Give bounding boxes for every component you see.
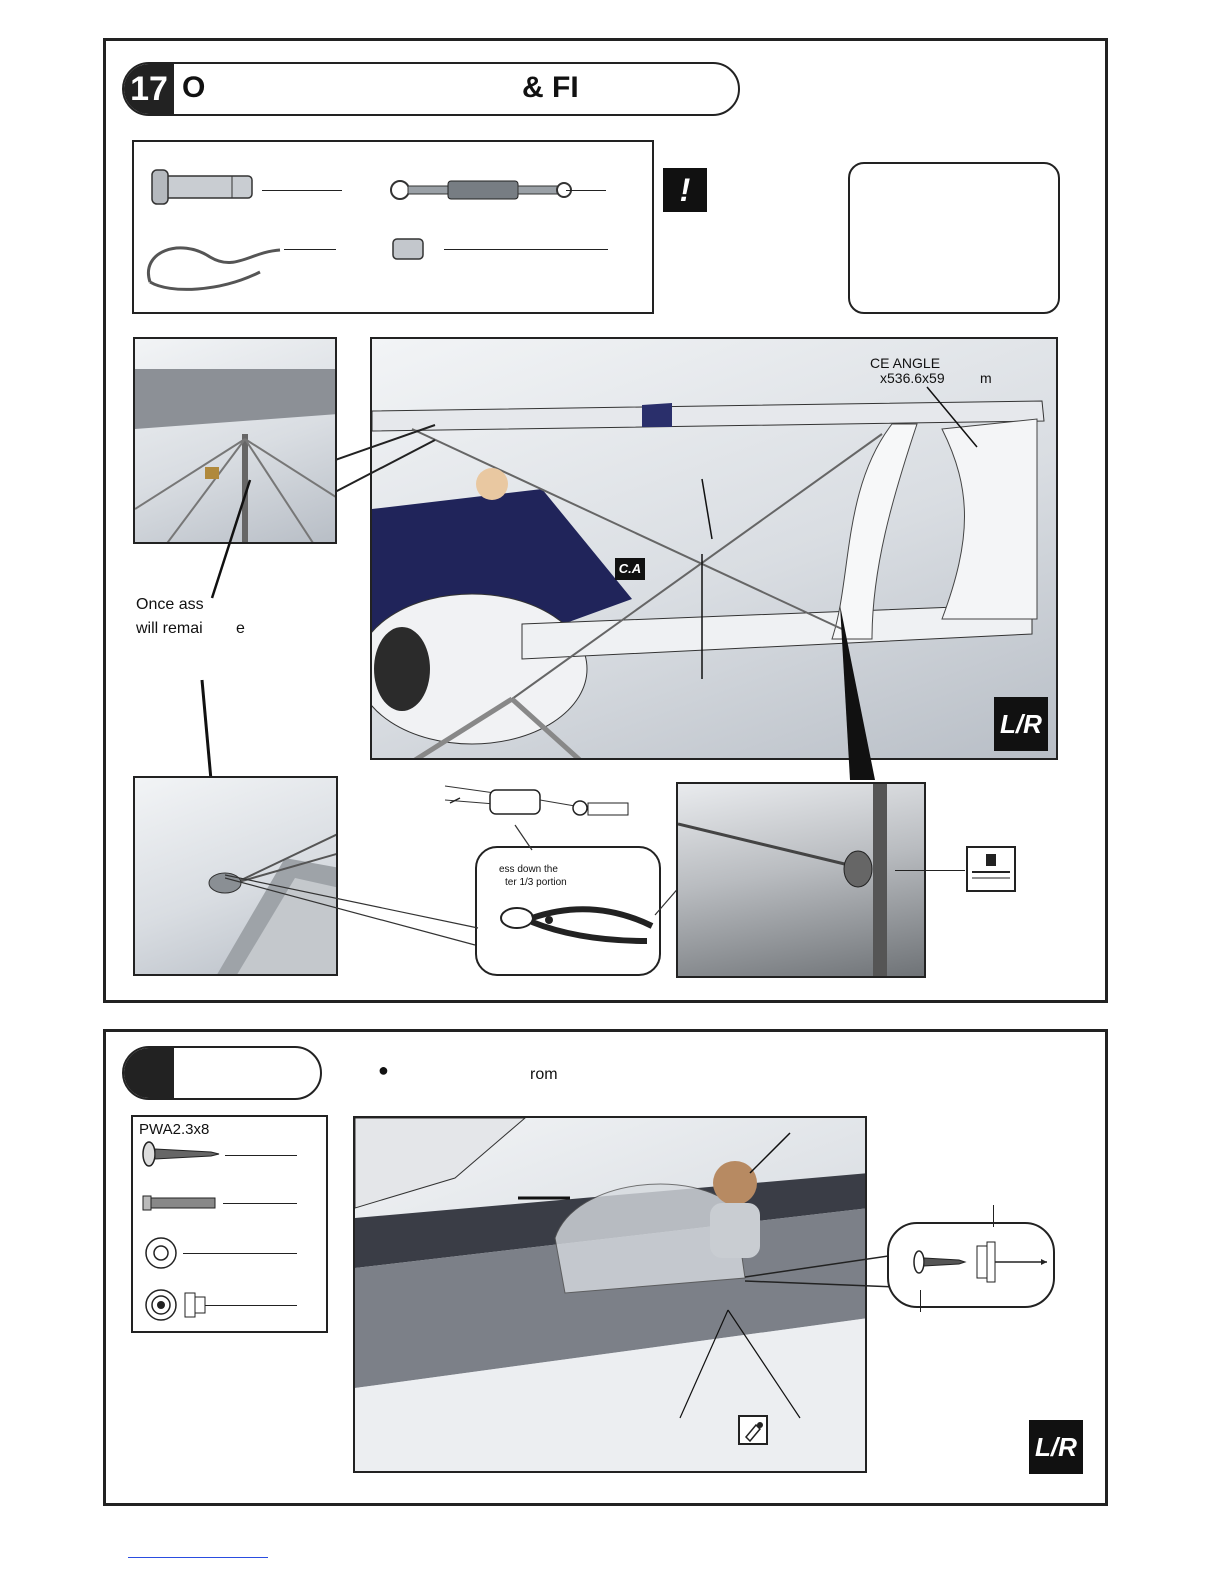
leader-line xyxy=(205,1305,297,1306)
step-18-bullet: ● xyxy=(378,1060,389,1080)
glue-bottle-icon xyxy=(738,1415,768,1445)
lr-badge: L/R xyxy=(994,697,1048,751)
crimp-tube-icon xyxy=(389,234,429,264)
note-text-line1: Once ass xyxy=(136,596,204,613)
bolt-icon xyxy=(141,1193,221,1213)
callout-pointer-line xyxy=(920,1290,921,1312)
wing-bracket-photo xyxy=(676,782,926,978)
pliers-text-line2: ter 1/3 portion xyxy=(505,877,567,888)
turnbuckle-icon xyxy=(386,175,576,205)
callout-unit-label: m xyxy=(980,370,992,386)
bracket-leaders xyxy=(820,600,1020,800)
leader-line xyxy=(284,249,336,250)
screw-callout-bubble xyxy=(887,1222,1055,1308)
leader-line xyxy=(444,249,608,250)
note-text-line2-end: e xyxy=(236,620,245,637)
leader-line xyxy=(895,870,965,871)
step-17-title-left: O xyxy=(182,71,206,104)
leader-line xyxy=(225,1155,297,1156)
callout-pointer-line xyxy=(993,1205,994,1227)
step-17-header xyxy=(122,62,740,116)
step-18-headline: rom xyxy=(530,1066,558,1083)
screw-callout-leader xyxy=(745,1235,905,1295)
step-18-header xyxy=(122,1046,322,1100)
leader-line xyxy=(183,1253,297,1254)
leader-line xyxy=(223,1203,297,1204)
warning-icon: ! xyxy=(663,168,707,212)
detail-connector xyxy=(335,420,445,500)
note-box xyxy=(848,162,1060,314)
step-17-number: 17 xyxy=(124,64,174,114)
callout-part-label: CE ANGLE xyxy=(870,355,941,371)
crimp-callout-leaders xyxy=(225,820,745,950)
footer-link-underline[interactable] xyxy=(128,1557,268,1558)
pliers-text-line1: ess down the xyxy=(499,864,558,875)
screw-spec-label: PWA2.3x8 xyxy=(139,1121,210,1138)
ca-glue-badge: C.A xyxy=(615,558,645,580)
lr-badge-step-18: L/R xyxy=(1029,1420,1083,1474)
note-text-line2: will remai xyxy=(136,620,203,637)
screw-icon xyxy=(141,1141,221,1167)
clevis-pin-icon xyxy=(142,164,262,214)
leader-line xyxy=(262,190,342,191)
spring-clip-icon xyxy=(140,232,290,302)
bracket-detail-icon xyxy=(966,846,1016,892)
step-17-title-right: & FI xyxy=(522,71,579,104)
leader-line xyxy=(566,190,606,191)
callout-size-label: x536.6x59 xyxy=(880,370,945,386)
step-18-number xyxy=(124,1048,174,1098)
washer-icon xyxy=(141,1233,181,1273)
step-17-parts-box xyxy=(132,140,654,314)
step-18-parts-box xyxy=(131,1115,328,1333)
